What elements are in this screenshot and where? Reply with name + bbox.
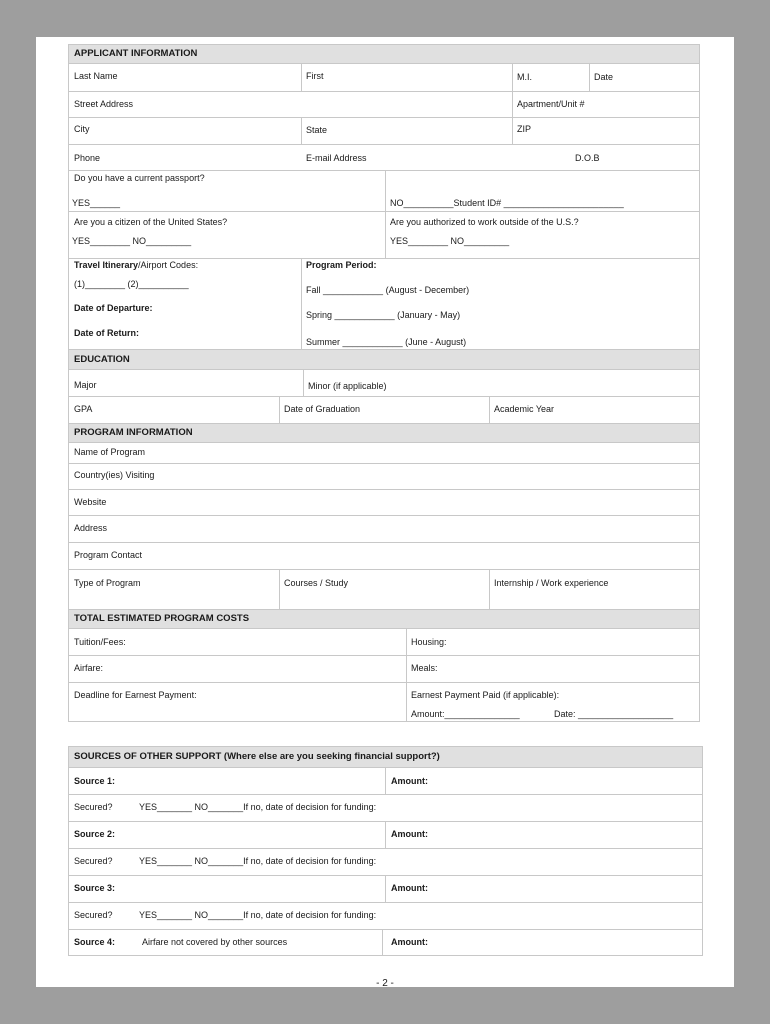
return-date-field[interactable]: Date of Return: <box>74 328 139 338</box>
source-1-secured-label: Secured? <box>74 802 113 812</box>
source-3-amount-field[interactable]: Amount: <box>391 883 428 893</box>
state-field[interactable]: State <box>306 125 328 135</box>
spring-period-field[interactable]: Spring ____________ (January - May) <box>306 310 461 320</box>
passport-yes-field[interactable]: YES______ <box>72 198 121 208</box>
source-4-amount-field[interactable]: Amount: <box>391 937 428 947</box>
housing-field[interactable]: Housing: <box>411 637 447 647</box>
gpa-field[interactable]: GPA <box>74 404 93 414</box>
city-field[interactable]: City <box>74 124 90 134</box>
work-authorization-yes-no-field[interactable]: YES________ NO_________ <box>390 236 510 246</box>
applicant-header: APPLICANT INFORMATION <box>69 45 699 63</box>
meals-field[interactable]: Meals: <box>411 663 438 673</box>
source-2-secured-label: Secured? <box>74 856 113 866</box>
major-field[interactable]: Major <box>74 380 97 390</box>
date-field[interactable]: Date <box>594 72 614 82</box>
travel-itinerary-bold: Travel Itinerary <box>74 260 139 270</box>
tuition-field[interactable]: Tuition/Fees: <box>74 637 126 647</box>
countries-visiting-field[interactable]: Country(ies) Visiting <box>74 470 155 480</box>
citizen-yes-no-field[interactable]: YES________ NO_________ <box>72 236 192 246</box>
street-address-field[interactable]: Street Address <box>74 99 134 109</box>
education-header: EDUCATION <box>69 350 699 369</box>
support-header: SOURCES OF OTHER SUPPORT (Where else are you seeking financial support?) <box>69 747 702 767</box>
source-2-field[interactable]: Source 2: <box>74 829 116 839</box>
travel-itinerary-rest: /Airport Codes: <box>138 260 199 270</box>
departure-date-field[interactable]: Date of Departure: <box>74 303 153 313</box>
travel-itinerary-label <box>69 260 203 271</box>
page-number: - 2 - <box>376 978 394 989</box>
earnest-amount-field[interactable]: Amount:_______________ <box>411 709 520 719</box>
earnest-deadline-field[interactable]: Deadline for Earnest Payment: <box>74 690 197 700</box>
program-header: PROGRAM INFORMATION <box>69 424 699 442</box>
earnest-paid-label: Earnest Payment Paid (if applicable): <box>411 690 560 700</box>
source-2-amount-field[interactable]: Amount: <box>391 829 428 839</box>
first-name-field[interactable]: First <box>306 71 324 81</box>
courses-study-field[interactable]: Courses / Study <box>284 578 349 588</box>
program-address-field[interactable]: Address <box>74 523 108 533</box>
phone-field[interactable]: Phone <box>74 153 101 163</box>
zip-field[interactable]: ZIP <box>517 124 532 134</box>
program-type-field[interactable]: Type of Program <box>74 578 141 588</box>
airfare-field[interactable]: Airfare: <box>74 663 104 673</box>
dob-field[interactable]: D.O.B <box>575 153 600 163</box>
work-authorization-question: Are you authorized to work outside of the U.S.? <box>390 217 579 227</box>
source-2-secured-field[interactable]: YES_______ NO_______If no, date of decision for funding: <box>139 856 377 866</box>
last-name-field[interactable]: Last Name <box>74 71 118 81</box>
costs-header: TOTAL ESTIMATED PROGRAM COSTS <box>69 610 699 628</box>
source-1-amount-field[interactable]: Amount: <box>391 776 428 786</box>
program-contact-field[interactable]: Program Contact <box>74 550 143 560</box>
email-field[interactable]: E-mail Address <box>306 153 367 163</box>
graduation-date-field[interactable]: Date of Graduation <box>284 404 361 414</box>
middle-initial-field[interactable]: M.I. <box>517 72 532 82</box>
source-3-secured-label: Secured? <box>74 910 113 920</box>
source-4-note: Airfare not covered by other sources <box>142 937 288 947</box>
summer-period-field[interactable]: Summer ____________ (June - August) <box>306 337 467 347</box>
source-1-field[interactable]: Source 1: <box>74 776 116 786</box>
source-1-secured-field[interactable]: YES_______ NO_______If no, date of decision for funding: <box>139 802 377 812</box>
airport-codes-field[interactable]: (1)________ (2)__________ <box>74 279 189 289</box>
source-3-field[interactable]: Source 3: <box>74 883 116 893</box>
passport-no-student-id-field[interactable]: NO__________Student ID# ________________________ <box>390 198 624 208</box>
program-period-label: Program Period: <box>306 260 377 270</box>
website-field[interactable]: Website <box>74 497 107 507</box>
passport-question: Do you have a current passport? <box>74 173 205 183</box>
program-name-field[interactable]: Name of Program <box>74 447 146 457</box>
source-4-field[interactable]: Source 4: <box>74 937 116 947</box>
source-3-secured-field[interactable]: YES_______ NO_______If no, date of decision for funding: <box>139 910 377 920</box>
academic-year-field[interactable]: Academic Year <box>494 404 555 414</box>
fall-period-field[interactable]: Fall ____________ (August - December) <box>306 285 470 295</box>
earnest-date-field[interactable]: Date: ___________________ <box>554 709 674 719</box>
minor-field[interactable]: Minor (if applicable) <box>308 381 387 391</box>
internship-field[interactable]: Internship / Work experience <box>494 578 609 588</box>
apartment-field[interactable]: Apartment/Unit # <box>517 99 585 109</box>
citizen-question: Are you a citizen of the United States? <box>74 217 228 227</box>
